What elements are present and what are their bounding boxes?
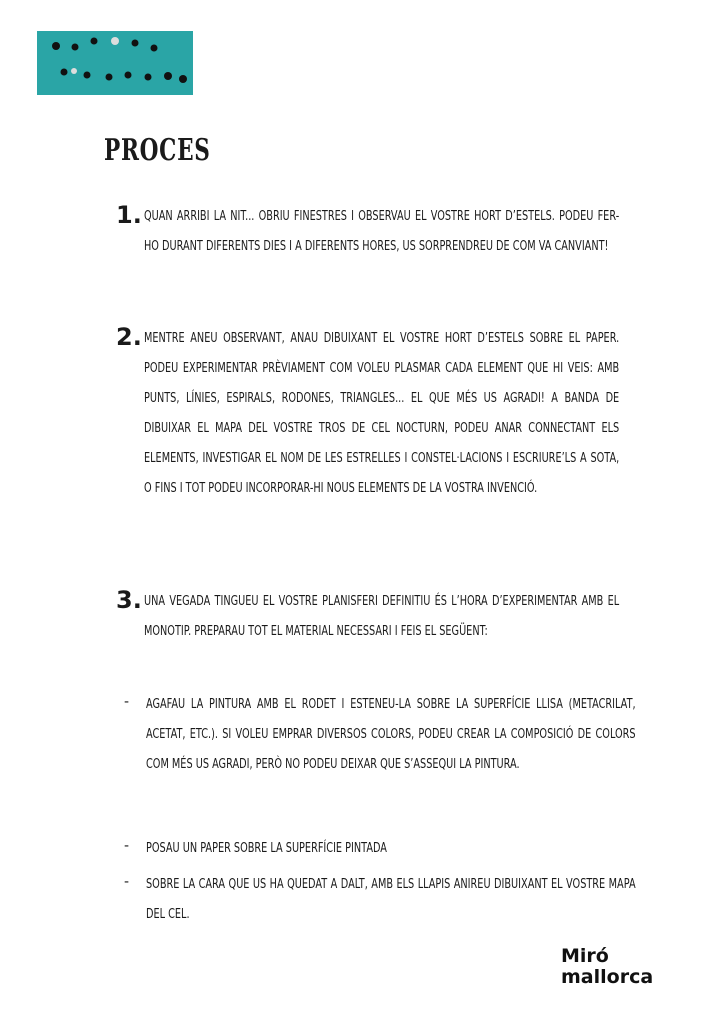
step-number: 2. xyxy=(116,323,142,351)
page-title: PROCES xyxy=(104,133,211,168)
step-text: MENTRE ANEU OBSERVANT, ANAU DIBUIXANT EL VOSTRE HORT D’ESTELS SOBRE EL PAPER. PODEU EXPERIMENTAR PRÈVIAMENT COM VOLEU PLASMAR CADA ELEMENT QUE HI VEIS: AMB PUNTS, LÍNIES, ESPIRALS, RODONES, TRIANGLES... EL QUE MÉS US AGRADI! A BANDA DE DIBUIXAR EL MAPA DEL VOSTRE TROS DE CEL NOCTURN, PODEU ANAR CONNECTANT ELS ELEMENTS, INVESTIGAR EL NOM DE LES ESTRELLES I CONSTEL·LACIONS I ESCRIURE’LS A SOTA, O FINS I TOT PODEU INCORPORAR-HI NOUS ELEMENTS DE LA VOSTRA INVENCIÓ. xyxy=(144,330,620,496)
step-text: QUAN ARRIBI LA NIT... OBRIU FINESTRES I OBSERVAU EL VOSTRE HORT D’ESTELS. PODEU FER-HO DURANT DIFERENTS DIES I A DIFERENTS HORES, US SORPRENDREU DE COM VA CANVIANT! xyxy=(144,208,620,254)
bullet-dash: - xyxy=(124,694,130,710)
starry-banner-image xyxy=(37,31,193,95)
logo-line-1: Miró xyxy=(561,945,609,967)
bullet-item: POSAU UN PAPER SOBRE LA SUPERFÍCIE PINTADA xyxy=(146,840,387,856)
bullet-item: AGAFAU LA PINTURA AMB EL RODET I ESTENEU-LA SOBRE LA SUPERFÍCIE LLISA (METACRILAT, ACETAT, ETC.). SI VOLEU EMPRAR DIVERSOS COLORS, PODEU CREAR LA COMPOSICIÓ DE COLORS COM MÉS US AGRADI, PERÒ NO PODEU DEIXAR QUE S’ASSEQUI LA PINTURA. xyxy=(146,696,636,772)
step-text: UNA VEGADA TINGUEU EL VOSTRE PLANISFERI DEFINITIU ÉS L’HORA D’EXPERIMENTAR AMB EL MONOTIP. PREPARAU TOT EL MATERIAL NECESSARI I FEIS EL SEGÜENT: xyxy=(144,593,620,639)
logo-line-2: mallorca xyxy=(561,966,654,988)
miro-mallorca-logo xyxy=(561,946,671,988)
bullet-item: SOBRE LA CARA QUE US HA QUEDAT A DALT, AMB ELS LLAPIS ANIREU DIBUIXANT EL VOSTRE MAPA DEL CEL. xyxy=(146,876,636,922)
star-dots-icon xyxy=(37,31,193,95)
bullet-dash: - xyxy=(124,838,130,854)
step-number: 1. xyxy=(116,201,142,229)
step-number: 3. xyxy=(116,586,142,614)
bullet-dash: - xyxy=(124,874,130,890)
